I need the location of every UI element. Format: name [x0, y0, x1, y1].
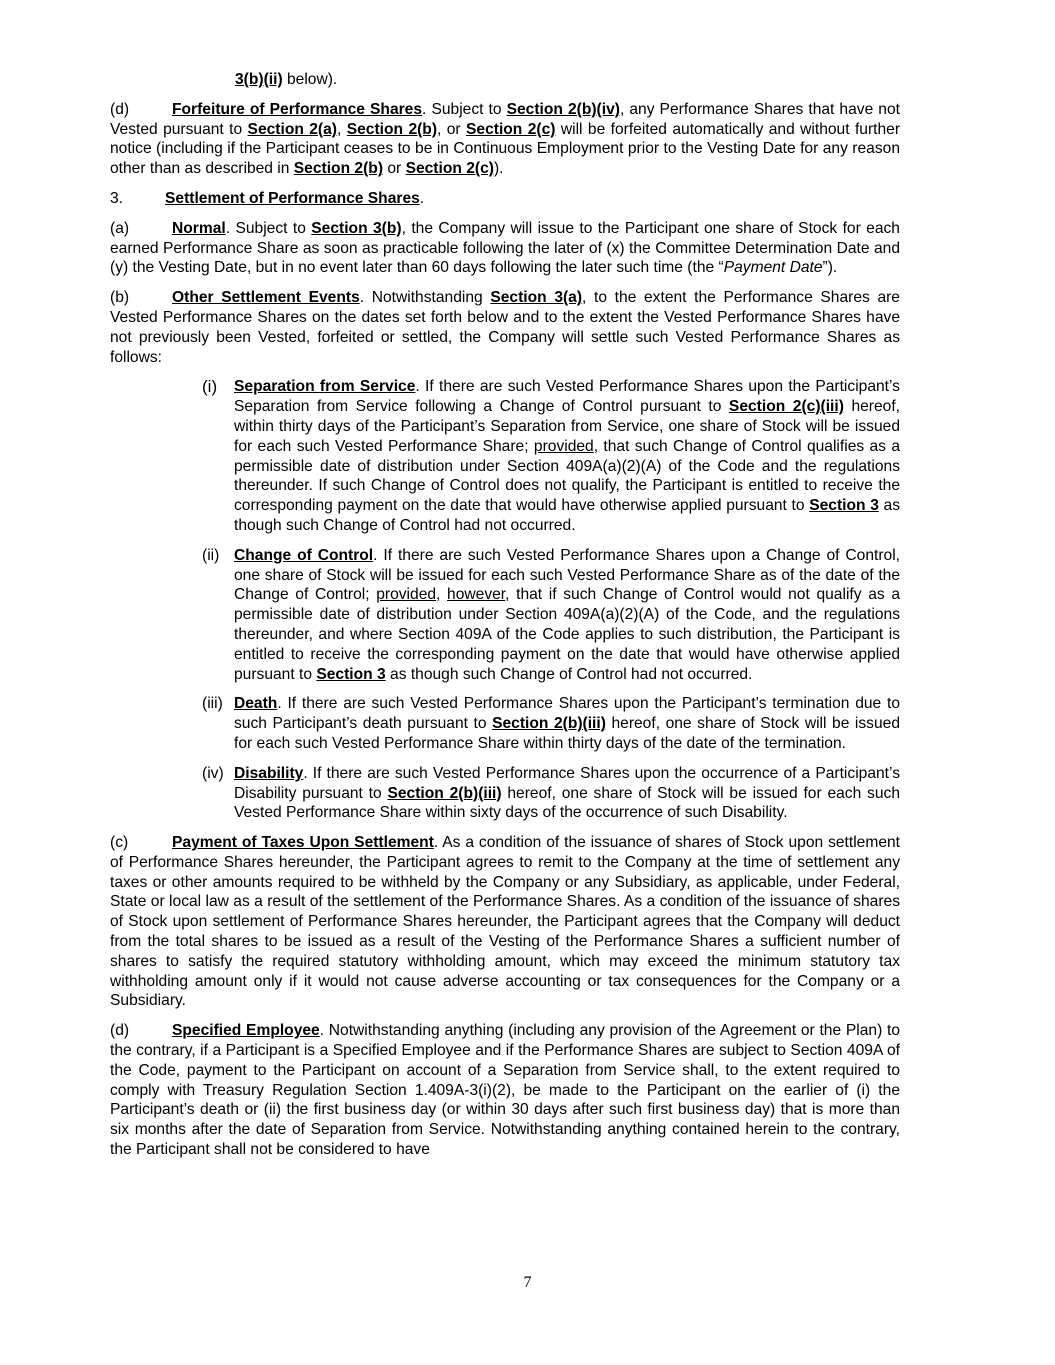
section-reference: Section 2(b)(iii) — [492, 715, 606, 733]
paragraph-heading: Normal — [172, 219, 226, 237]
section-reference: Section 2(b) — [346, 120, 438, 138]
subparagraph-number: (i) — [202, 377, 218, 397]
section-reference: Section 3(b) — [311, 219, 402, 237]
paragraph-forfeiture: (d) Forfeiture of Performance Shares. Subject to Section 2(b)(iv), any Performance Shares that have not Vested pursuant to Section 2(a), Section 2(b), or Section 2(c) will be forfeited automatically and without further notice (including if the Participant ceases to be in Continuous Employment prior to the Vesting Date for any reason other than as described in Section 2(b) or Section 2(c)). — [110, 100, 901, 178]
section-reference: Section 3 — [809, 497, 879, 515]
section-heading: Settlement of Performance Shares — [165, 189, 420, 207]
paragraph-payment-of-taxes: (c) Payment of Taxes Upon Settlement. As a condition of the issuance of shares of Stock upon settlement of Performance Shares hereunder, the Participant agrees to remit to the Company at the time of settlement any taxes or other amounts required to be withheld by the Company or any Subsidiary, as applicable, under Federal, State or local law as a result of the settlement of the Performance Shares. As a condition of the issuance of shares of Stock upon settlement of Performance Shares hereunder, the Participant agrees that the Company will deduct from the total shares to be issued as a result of the Vesting of the Performance Shares a sufficient number of shares to satisfy the required statutory withholding amount, which may exceed the minimum statutory tax withholding amount only if it would not cause adverse accounting or tax consequences for the Company or a Subsidiary. — [110, 834, 901, 1010]
section-reference: Section 2(a) — [247, 120, 337, 138]
paragraph-heading: Payment of Taxes Upon Settlement — [172, 834, 434, 852]
section-number: 3. — [110, 189, 124, 207]
paragraph-number: (d) — [110, 100, 130, 118]
section-reference: Section 2(b)(iii) — [387, 784, 502, 802]
subparagraph-change-of-control: (ii) Change of Control. If there are such Vested Performance Shares upon a Change of Control, one share of Stock will be issued for each such Vested Performance Share as of the date of the Change of Control; provided, however, that if such Change of Control would not qualify as a permissible date of distribution under Section 409A(a)(2)(A) of the Code, and the regulations thereunder, and where Section 409A of the Code applies to such distribution, the Participant is entitled to receive the corresponding payment on the date that would have otherwise applied pursuant to Section 3 as though such Change of Control had not occurred. — [202, 546, 901, 683]
paragraph-specified-employee: (d) Specified Employee. Notwithstanding anything (including any provision of the Agreement or the Plan) to the contrary, if a Participant is a Specified Employee and if the Performance Shares are subject to Section 409A of the Code, payment to the Participant on account of a Separation from Service shall, to the extent required to comply with Treasury Regulation Section 1.409A-3(i)(2), be made to the Participant on the earlier of (i) the Participant’s death or (ii) the first business day (or within 30 days after such first business day) that is more than six months after the date of Separation from Service. Notwithstanding anything contained herein to the contrary, the Participant shall not be considered to have — [110, 1022, 900, 1159]
subparagraph-heading: Change of Control — [234, 546, 374, 564]
subparagraph-separation: (i) Separation from Service. If there are such Vested Performance Shares upon the Participant’s Separation from Service following a Change of Control pursuant to Section 2(c)(iii) hereof, within thirty days of the Participant’s Separation from Service, one share of Stock will be issued for each such Vested Performance Share; provided, that such Change of Control qualifies as a permissible date of distribution under Section 409A(a)(2)(A) of the Code and the regulations thereunder. If such Change of Control does not qualify, the Participant is entitled to receive the corresponding payment on the date that would have otherwise applied pursuant to Section 3 as though such Change of Control had not occurred. — [202, 377, 901, 534]
subparagraph-number: (ii) — [202, 546, 220, 564]
subparagraph-heading: Separation from Service — [234, 378, 416, 396]
subparagraph-number: (iii) — [202, 695, 223, 713]
paragraph-continuation: 3(b)(ii) below). — [235, 71, 338, 88]
paragraph-number: (d) — [110, 1022, 130, 1040]
section-reference: Section 2(c) — [466, 120, 556, 138]
paragraph-heading: Forfeiture of Performance Shares — [172, 100, 423, 118]
subparagraph-death: (iii) Death. If there are such Vested Performance Shares upon the Participant’s termination due to such Participant’s death pursuant to Section 2(b)(iii) hereof, one share of Stock will be issued for each such Vested Performance Share within thirty days of the date of the termination. — [202, 695, 901, 752]
paragraph-heading: Other Settlement Events — [172, 289, 360, 307]
section-reference: Section 2(c)(iii) — [728, 398, 844, 416]
section-reference: 3(b)(ii) — [235, 71, 283, 88]
section-reference: Section 2(b) — [293, 160, 384, 178]
paragraph-number: (a) — [110, 219, 130, 237]
paragraph-normal: (a) Normal. Subject to Section 3(b), the Company will issue to the Participant one share of Stock for each earned Performance Share as soon as practicable following the later of (x) the Committee Determination Date and (y) the Vesting Date, but in no event later than 60 days following the later such time (the “Payment Date”). — [110, 219, 900, 277]
underlined-term: provided — [376, 586, 437, 604]
section-heading-settlement: 3. Settlement of Performance Shares. — [110, 189, 425, 207]
document-page — [110, 70, 900, 1170]
section-reference: Section 3 — [316, 665, 386, 683]
subparagraph-disability: (iv) Disability. If there are such Vested Performance Shares upon the occurrence of a Participant’s Disability pursuant to Section 2(b)(iii) hereof, one share of Stock will be issued for each such Vested Performance Share within sixty days of the occurrence of such Disability. — [202, 764, 900, 822]
section-reference: Section 2(c) — [405, 160, 494, 178]
paragraph-number: (c) — [110, 834, 129, 852]
paragraph-number: (b) — [110, 289, 130, 307]
subparagraph-heading: Death — [234, 695, 278, 713]
page-number: 7 — [523, 1274, 532, 1291]
defined-term: Payment Date — [723, 259, 823, 277]
section-reference: Section 2(b)(iv) — [506, 100, 620, 118]
paragraph-heading: Specified Employee — [172, 1022, 320, 1040]
underlined-term: provided — [533, 437, 594, 455]
section-reference: Section 3(a) — [490, 289, 583, 307]
paragraph-other-settlement: (b) Other Settlement Events. Notwithstanding Section 3(a), to the extent the Performance Shares are Vested Performance Shares on the dates set forth below and to the extent the Vested Performance Shares have not previously been Vested, forfeited or settled, the Company will settle such Vested Performance Shares as follows: — [110, 289, 900, 366]
subparagraph-number: (iv) — [202, 764, 224, 782]
underlined-term: however — [447, 586, 506, 604]
subparagraph-heading: Disability — [234, 764, 304, 782]
